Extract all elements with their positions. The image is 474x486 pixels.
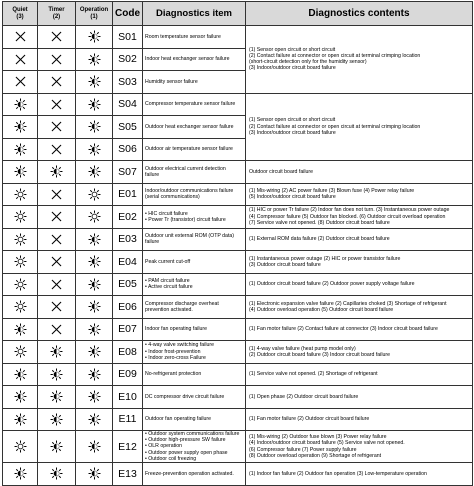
blink-burst-icon <box>38 165 75 178</box>
diagnostics-table <box>2 1 473 486</box>
lit-sun-icon <box>3 345 37 358</box>
blink-burst-icon <box>3 390 37 403</box>
diagnostics-contents-line: (5) Indoor/outdoor circuit board failure <box>249 194 336 201</box>
operation-indicator-cell <box>76 363 113 386</box>
diagnostics-contents <box>246 93 473 161</box>
diagnostics-item <box>143 251 246 274</box>
operation-indicator-cell <box>76 296 113 319</box>
operation-indicator-cell <box>76 138 113 161</box>
diagnostics-contents-line: (1) External ROM data failure (2) Outdoor circuit board failure <box>249 236 390 243</box>
cross-icon <box>38 210 75 223</box>
operation-indicator-cell <box>76 251 113 274</box>
diagnostics-item-line: Outdoor air temperature sensor failure <box>145 146 233 153</box>
diagnostics-item <box>143 206 246 229</box>
diagnostics-contents-line: (4) Outdoor overload operation (5) Outdoor circuit board failure <box>249 306 394 313</box>
timer-indicator-cell <box>38 48 76 71</box>
diagnostics-item-line: Outdoor unit external ROM (OTP data) <box>145 233 234 240</box>
diagnostics-contents-line: (7) Service valve not opened. (8) Outdoor circuit board failure <box>249 219 390 226</box>
operation-indicator-cell <box>76 318 113 341</box>
diagnostics-item <box>143 183 246 206</box>
diagnostics-contents-line: (1) Fan motor failure (2) Outdoor circuit board failure <box>249 416 370 423</box>
diagnostics-item-line: Outdoor heat exchanger sensor failure <box>145 123 234 130</box>
lit-sun-icon <box>3 188 37 201</box>
cross-icon <box>38 188 75 201</box>
error-code: E10 <box>113 386 143 409</box>
operation-indicator-cell <box>76 408 113 431</box>
diagnostics-item-line: Humidity sensor failure <box>145 78 198 85</box>
diagnostics-contents-line: (1) 4-way valve failure (heat pump model only) <box>249 345 356 352</box>
quiet-indicator-cell <box>3 71 38 94</box>
quiet-indicator-cell <box>3 363 38 386</box>
table-row <box>3 228 473 251</box>
diagnostics-item <box>143 71 246 94</box>
blink-burst-icon <box>38 390 75 403</box>
error-code: E08 <box>113 341 143 364</box>
quiet-indicator-cell <box>3 408 38 431</box>
blink-burst-icon <box>76 75 112 88</box>
operation-indicator-cell <box>76 228 113 251</box>
diagnostics-contents-line: (8) Outdoor overload operation (9) Shortage of refrigerant <box>249 452 382 459</box>
diagnostics-contents-line: (1) Fan motor failure (2) Contact failure at connector (3) Indoor circuit board failure <box>249 326 438 333</box>
table-header-row <box>3 2 473 26</box>
diagnostics-item-line: • Indoor zero-cross Failure <box>145 354 206 361</box>
cross-icon <box>3 75 37 88</box>
diagnostics-item <box>143 363 246 386</box>
quiet-indicator-cell <box>3 341 38 364</box>
cross-icon <box>38 75 75 88</box>
quiet-indicator-cell <box>3 161 38 184</box>
diagnostics-contents-line: (2) Outdoor circuit board failure (3) Indoor circuit board failure <box>249 351 390 358</box>
blink-burst-icon <box>76 323 112 336</box>
diagnostics-item-line: No-refrigerant protection <box>145 371 202 378</box>
table-row <box>3 183 473 206</box>
error-code: E12 <box>113 431 143 463</box>
cross-icon <box>38 120 75 133</box>
quiet-indicator-cell <box>3 138 38 161</box>
quiet-indicator-cell <box>3 251 38 274</box>
cross-icon <box>38 278 75 291</box>
table-body <box>3 26 473 486</box>
operation-header-label: Operation <box>79 6 109 13</box>
blink-burst-icon <box>38 345 75 358</box>
cross-icon <box>3 30 37 43</box>
quiet-indicator-cell <box>3 48 38 71</box>
timer-indicator-cell <box>38 116 76 139</box>
diagnostics-contents-line: (2) Contact failure at connector or open circuit at terminal crimping location <box>249 123 421 130</box>
diagnostics-item <box>143 138 246 161</box>
timer-indicator-cell <box>38 318 76 341</box>
error-code: S01 <box>113 26 143 49</box>
quiet-header-label: Quiet <box>12 6 28 13</box>
timer-indicator-cell <box>38 341 76 364</box>
cross-icon <box>38 255 75 268</box>
lit-sun-icon <box>3 440 37 453</box>
timer-indicator-cell <box>38 26 76 49</box>
table-row <box>3 251 473 274</box>
error-code: E06 <box>113 296 143 319</box>
diagnostics-item-line: Indoor fan operating failure <box>145 326 208 333</box>
blink-burst-icon <box>76 278 112 291</box>
diagnostics-contents-line: (4) Indoor/outdoor circuit board failure (5) Service valve not opened. <box>249 440 405 447</box>
diagnostics-contents-line: (3) Indoor/outdoor circuit board failure <box>249 65 336 72</box>
diagnostics-item-line: Room temperature sensor failure <box>145 33 221 40</box>
diagnostics-contents <box>246 273 473 296</box>
blink-burst-icon <box>3 323 37 336</box>
timer-indicator-cell <box>38 363 76 386</box>
diagnostics-item-line: • PAM circuit failure <box>145 278 190 285</box>
table-row <box>3 386 473 409</box>
lit-sun-icon <box>76 188 112 201</box>
timer-indicator-cell <box>38 273 76 296</box>
diagnostics-contents <box>246 363 473 386</box>
diagnostics-item-line: • Indoor frost-prevention <box>145 348 201 355</box>
error-code: S06 <box>113 138 143 161</box>
quiet-indicator-cell <box>3 93 38 116</box>
blink-burst-icon <box>3 120 37 133</box>
diagnostics-item <box>143 116 246 139</box>
diagnostics-contents <box>246 341 473 364</box>
blink-burst-icon <box>76 345 112 358</box>
diagnostics-item-line: Peak current cut-off <box>145 258 191 265</box>
blink-burst-icon <box>3 98 37 111</box>
table-row <box>3 318 473 341</box>
blink-burst-icon <box>76 98 112 111</box>
operation-indicator-cell <box>76 93 113 116</box>
error-code: S03 <box>113 71 143 94</box>
diagnostics-contents <box>246 26 473 94</box>
diagnostics-item-line: • Outdoor system communications failure <box>145 431 240 437</box>
blink-burst-icon <box>3 143 37 156</box>
diagnostics-item <box>143 408 246 431</box>
cross-icon <box>38 143 75 156</box>
quiet-indicator-cell <box>3 273 38 296</box>
blink-burst-icon <box>76 233 112 246</box>
timer-indicator-cell <box>38 183 76 206</box>
error-code: E04 <box>113 251 143 274</box>
blink-burst-icon <box>76 440 112 453</box>
diagnostics-item <box>143 341 246 364</box>
diagnostics-contents-line: (2) Contact failure at connector or open circuit at terminal crimping location <box>249 53 421 60</box>
diagnostics-item-line: Outdoor fan operating failure <box>145 416 212 423</box>
code-column-header: Code <box>113 2 143 26</box>
cross-icon <box>3 53 37 66</box>
diagnostics-contents <box>246 408 473 431</box>
diagnostics-contents-line: (1) Indoor fan failure (2) Outdoor fan operation (3) Low-temperature operation <box>249 470 427 477</box>
diagnostics-contents <box>246 161 473 184</box>
blink-burst-icon <box>76 413 112 426</box>
operation-header-number: (1) <box>90 13 98 20</box>
table-row <box>3 431 473 463</box>
diagnostics-contents <box>246 296 473 319</box>
error-code: E11 <box>113 408 143 431</box>
diagnostics-item <box>143 93 246 116</box>
timer-indicator-cell <box>38 386 76 409</box>
quiet-header-number: (3) <box>16 13 24 20</box>
quiet-indicator-cell <box>3 386 38 409</box>
diagnostics-contents-line: (1) HIC or power Tr failure (2) Indoor fan does not turn. (3) Instantaneous power outage <box>249 207 450 214</box>
error-code: E01 <box>113 183 143 206</box>
diagnostics-item-line: Compressor discharge overheat <box>145 300 219 307</box>
operation-indicator-cell <box>76 386 113 409</box>
diagnostics-contents-line: Outdoor circuit board failure <box>249 168 314 175</box>
table-row <box>3 26 473 49</box>
error-code: S05 <box>113 116 143 139</box>
error-code: E09 <box>113 363 143 386</box>
operation-indicator-cell <box>76 206 113 229</box>
diagnostics-item-line: Indoor/outdoor communications failure <box>145 188 234 195</box>
blink-burst-icon <box>76 30 112 43</box>
timer-indicator-cell <box>38 93 76 116</box>
blink-burst-icon <box>3 413 37 426</box>
diagnostics-contents <box>246 206 473 229</box>
operation-indicator-cell <box>76 26 113 49</box>
diagnostics-item <box>143 48 246 71</box>
diagnostics-item-line: Outdoor electrical current detection <box>145 165 226 172</box>
table-row <box>3 296 473 319</box>
quiet-indicator-cell <box>3 431 38 463</box>
blink-burst-icon <box>38 368 75 381</box>
error-code: E07 <box>113 318 143 341</box>
timer-indicator-cell <box>38 431 76 463</box>
table-row <box>3 93 473 116</box>
table-row <box>3 408 473 431</box>
diagnostics-item-line: • Outdoor high-pressure SW failure <box>145 437 226 444</box>
diagnostics-item <box>143 161 246 184</box>
item-column-header: Diagnostics item <box>143 2 246 26</box>
blink-burst-icon <box>76 390 112 403</box>
timer-indicator-cell <box>38 251 76 274</box>
diagnostics-contents-line: (4) Compressor failure (5) Outdoor fan blocked. (6) Outdoor circuit overload operation <box>249 213 446 220</box>
diagnostics-contents-line: (1) Instantaneous power outage (2) HIC or power transistor failure <box>249 255 401 262</box>
diagnostics-item <box>143 228 246 251</box>
diagnostics-item-line: (serial communications) <box>145 194 200 201</box>
operation-indicator-cell <box>76 273 113 296</box>
operation-indicator-cell <box>76 183 113 206</box>
timer-header-number: (2) <box>52 13 61 20</box>
diagnostics-contents-line: (3) Indoor/outdoor circuit board failure <box>249 129 336 136</box>
diagnostics-item-line: • Outdoor power supply open phase <box>145 449 228 456</box>
operation-indicator-cell <box>76 161 113 184</box>
diagnostics-item-line: • 4-way valve switching failure <box>145 342 214 349</box>
timer-header-label: Timer <box>48 6 65 13</box>
timer-indicator-cell <box>38 161 76 184</box>
diagnostics-item <box>143 386 246 409</box>
blink-burst-icon <box>76 120 112 133</box>
blink-burst-icon <box>3 368 37 381</box>
diagnostics-contents-line: (1) Mis-wiring (2) AC power failure (3) Blown fuse (4) Power relay failure <box>249 188 415 195</box>
diagnostics-item-line: • OLR operation <box>145 443 182 450</box>
timer-indicator-cell <box>38 71 76 94</box>
operation-indicator-cell <box>76 341 113 364</box>
error-code: E02 <box>113 206 143 229</box>
blink-burst-icon <box>76 368 112 381</box>
diagnostics-contents <box>246 386 473 409</box>
diagnostics-contents <box>246 318 473 341</box>
diagnostics-item-line: prevention activated. <box>145 306 193 313</box>
lit-sun-icon <box>3 233 37 246</box>
cross-icon <box>38 323 75 336</box>
diagnostics-item-line: Freeze-prevention operation activated. <box>145 470 234 477</box>
cross-icon <box>38 53 75 66</box>
diagnostics-item <box>143 26 246 49</box>
diagnostics-item <box>143 431 246 463</box>
blink-burst-icon <box>76 165 112 178</box>
timer-indicator-cell <box>38 228 76 251</box>
error-code: E03 <box>113 228 143 251</box>
diagnostics-contents-line: (1) Outdoor circuit board failure (2) Outdoor power supply voltage failure <box>249 281 415 288</box>
diagnostics-item-line: Compressor temperature sensor failure <box>145 101 236 108</box>
diagnostics-item-line: • Outdoor coil freezing <box>145 455 197 462</box>
table-row <box>3 273 473 296</box>
blink-burst-icon <box>3 165 37 178</box>
diagnostics-contents-line: (1) Service valve not opened. (2) Shortage of refrigerant <box>249 371 378 378</box>
quiet-indicator-cell <box>3 183 38 206</box>
diagnostics-item-line: • HIC circuit failure <box>145 210 188 217</box>
operation-indicator-cell <box>76 48 113 71</box>
operation-indicator-cell <box>76 431 113 463</box>
diagnostics-item <box>143 318 246 341</box>
quiet-indicator-cell <box>3 228 38 251</box>
lit-sun-icon <box>3 278 37 291</box>
blink-burst-icon <box>76 53 112 66</box>
operation-indicator-cell <box>76 71 113 94</box>
table-row <box>3 161 473 184</box>
operation-column-header <box>76 2 113 26</box>
diagnostics-item-line: failure <box>145 171 160 178</box>
cross-icon <box>38 233 75 246</box>
diagnostics-contents-line: (short-circuit detection only for the humidity sensor) <box>249 59 367 66</box>
diagnostics-contents <box>246 183 473 206</box>
timer-indicator-cell <box>38 408 76 431</box>
diagnostics-item-line: DC compressor drive circuit failure <box>145 393 225 400</box>
diagnostics-contents <box>246 431 473 463</box>
table-row <box>3 363 473 386</box>
error-code: E13 <box>113 463 143 486</box>
blink-burst-icon <box>76 255 112 268</box>
blink-burst-icon <box>76 300 112 313</box>
contents-column-header: Diagnostics contents <box>246 2 473 26</box>
lit-sun-icon <box>76 210 112 223</box>
error-code: E05 <box>113 273 143 296</box>
blink-burst-icon <box>38 413 75 426</box>
table-row <box>3 206 473 229</box>
diagnostics-item <box>143 273 246 296</box>
timer-indicator-cell <box>38 296 76 319</box>
table-row <box>3 341 473 364</box>
diagnostics-contents <box>246 228 473 251</box>
diagnostics-contents-line: (3) Outdoor circuit board failure <box>249 261 321 268</box>
timer-column-header <box>38 2 76 26</box>
quiet-indicator-cell <box>3 318 38 341</box>
diagnostics-contents <box>246 251 473 274</box>
cross-icon <box>38 98 75 111</box>
operation-indicator-cell <box>76 116 113 139</box>
timer-indicator-cell <box>38 206 76 229</box>
diagnostics-item-line: failure <box>145 239 160 246</box>
quiet-indicator-cell <box>3 296 38 319</box>
blink-burst-icon <box>76 143 112 156</box>
quiet-column-header <box>3 2 38 26</box>
diagnostics-contents-line: (1) Sensor open circuit or short circuit <box>249 117 336 124</box>
lit-sun-icon <box>3 300 37 313</box>
quiet-indicator-cell <box>3 206 38 229</box>
diagnostics-item-line: Indoor heat exchanger sensor failure <box>145 56 230 63</box>
quiet-indicator-cell <box>3 26 38 49</box>
diagnostics-item <box>143 296 246 319</box>
diagnostics-contents-line: (6) Compressor failure (7) Power supply failure <box>249 446 357 453</box>
diagnostics-contents-line: (1) Mis-wiring (2) Outdoor fuse blown (3) Power relay failure <box>249 434 387 441</box>
diagnostics-contents-line: (1) Electronic expansion valve failure (2) Capillaries choked (3) Shortage of refrigerant <box>249 300 447 307</box>
cross-icon <box>38 30 75 43</box>
error-code: S04 <box>113 93 143 116</box>
lit-sun-icon <box>3 210 37 223</box>
timer-indicator-cell <box>38 138 76 161</box>
lit-sun-icon <box>3 255 37 268</box>
diagnostics-item-line: • Active circuit failure <box>145 284 193 291</box>
cross-icon <box>38 300 75 313</box>
error-code: S02 <box>113 48 143 71</box>
diagnostics-contents-line: (1) Sensor open circuit or short circuit <box>249 46 336 53</box>
diagnostics-contents-line: (1) Open phase (2) Outdoor circuit board failure <box>249 393 359 400</box>
quiet-indicator-cell <box>3 116 38 139</box>
blink-burst-icon <box>38 440 75 453</box>
error-code: S07 <box>113 161 143 184</box>
diagnostics-item-line: • Power Tr (transistor) circuit failure <box>145 216 226 223</box>
